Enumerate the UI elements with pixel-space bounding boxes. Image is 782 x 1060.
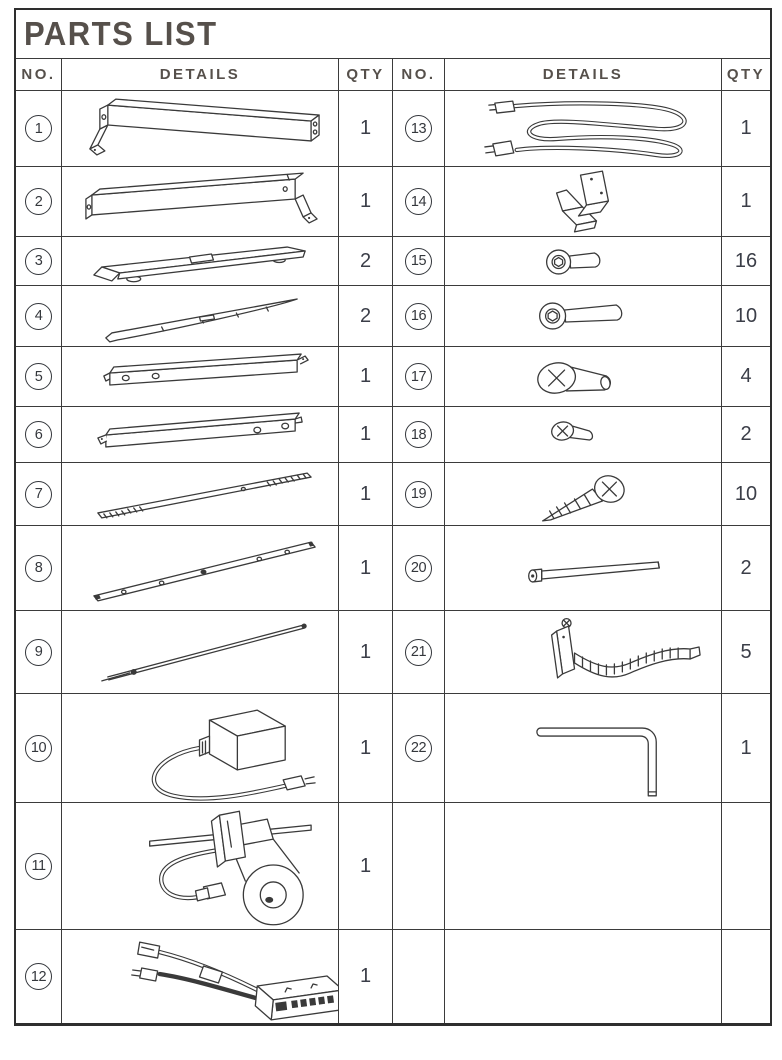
- part-drawing-cell: [445, 347, 722, 406]
- circled-number-3: 3: [25, 248, 52, 275]
- part-number-cell: [16, 611, 62, 693]
- qty-value: 1: [339, 407, 393, 462]
- circled-number-16: 16: [405, 303, 432, 330]
- part-number-cell: [16, 167, 62, 236]
- part-drawing-cell: [62, 526, 339, 610]
- header-no-left: NO.: [16, 59, 62, 90]
- part-number-cell: [393, 167, 445, 236]
- circled-number-19: 19: [405, 481, 432, 508]
- parts-list-page: [14, 8, 772, 1026]
- part-drawing-cell: [445, 463, 722, 525]
- allen-key-drawing: [445, 694, 721, 802]
- part-number-cell: [16, 526, 62, 610]
- qty-value: 1: [339, 803, 393, 929]
- part-number-cell: [393, 347, 445, 406]
- empty-part-number-cell: [393, 930, 445, 1023]
- part-drawing-cell: [445, 407, 722, 462]
- part-number-cell: [16, 930, 62, 1023]
- side-mounting-rail-holes-left-drawing: [62, 347, 338, 406]
- qty-value: 16: [734, 249, 758, 272]
- qty-value: 1: [740, 736, 752, 759]
- z-mounting-bracket-drawing: [445, 167, 721, 236]
- foot-base-bar-drawing: [62, 237, 338, 285]
- empty-part-drawing-cell: [445, 930, 722, 1023]
- title-row: [16, 10, 770, 58]
- empty-part-number-cell: [393, 803, 445, 929]
- part-drawing-cell: [62, 91, 339, 166]
- qty-value: 1: [339, 526, 393, 610]
- part-number-cell: [16, 237, 62, 285]
- circled-number-11: 11: [25, 853, 52, 880]
- long-telescopic-rail-drawing: [62, 463, 338, 525]
- qty-value: 1: [339, 347, 393, 406]
- circled-number-10: 10: [25, 735, 52, 762]
- part-drawing-cell: [445, 526, 722, 610]
- part-number-cell: [393, 237, 445, 285]
- table-row-5: [16, 346, 770, 406]
- qty-value: 1: [339, 91, 393, 166]
- part-number-cell: [393, 407, 445, 462]
- qty-value: 1: [740, 190, 752, 212]
- connecting-rod-drawing: [62, 611, 338, 693]
- countersunk-bolt-drawing: [445, 347, 721, 406]
- circled-number-6: 6: [25, 421, 52, 448]
- circled-number-7: 7: [25, 481, 52, 508]
- tapered-support-bar-drawing: [62, 286, 338, 346]
- part-number-cell: [393, 694, 445, 802]
- qty-value: 1: [740, 117, 752, 139]
- part-drawing-cell: [62, 463, 339, 525]
- header-row: [16, 58, 770, 90]
- circled-number-21: 21: [405, 639, 432, 666]
- table-row-7: [16, 462, 770, 525]
- empty-qty-cell: [722, 930, 770, 1023]
- qty-value: 1: [339, 611, 393, 693]
- part-drawing-cell: [62, 930, 339, 1023]
- part-drawing-cell: [62, 347, 339, 406]
- qty-value: 10: [734, 304, 758, 327]
- lifting-motor-drawing: [62, 803, 338, 929]
- part-drawing-cell: [445, 237, 722, 285]
- part-number-cell: [16, 347, 62, 406]
- long-pin-bolt-drawing: [445, 526, 721, 610]
- part-drawing-cell: [445, 694, 722, 802]
- table-row-10: [16, 693, 770, 802]
- qty-value: 1: [339, 167, 393, 236]
- table-row-2: [16, 166, 770, 236]
- circled-number-9: 9: [25, 639, 52, 666]
- circled-number-14: 14: [405, 188, 432, 215]
- part-number-cell: [393, 611, 445, 693]
- page-title: PARTS LIST: [24, 14, 218, 53]
- part-number-cell: [393, 286, 445, 346]
- circled-number-18: 18: [405, 421, 432, 448]
- power-cord-drawing: [445, 91, 721, 166]
- qty-value: 1: [339, 694, 393, 802]
- table-row-4: [16, 285, 770, 346]
- circled-number-17: 17: [405, 363, 432, 390]
- empty-part-drawing-cell: [445, 803, 722, 929]
- part-number-cell: [16, 91, 62, 166]
- qty-value: 4: [740, 365, 752, 387]
- part-drawing-cell: [62, 803, 339, 929]
- empty-qty-cell: [722, 803, 770, 929]
- header-no-right: NO.: [393, 59, 445, 90]
- part-drawing-cell: [62, 237, 339, 285]
- table-row-6: [16, 406, 770, 462]
- self-tapping-screw-drawing: [445, 463, 721, 525]
- control-box-with-cables-drawing: [62, 930, 338, 1023]
- qty-value: 2: [339, 286, 393, 346]
- leg-beam-with-left-foot-bracket-drawing: [62, 91, 338, 166]
- table-row-3: [16, 236, 770, 285]
- table-row-1: [16, 90, 770, 166]
- part-number-cell: [16, 407, 62, 462]
- qty-value: 10: [734, 482, 758, 505]
- circled-number-4: 4: [25, 303, 52, 330]
- qty-value: 2: [339, 237, 393, 285]
- header-details-left: DETAILS: [62, 59, 339, 90]
- circled-number-2: 2: [25, 188, 52, 215]
- part-drawing-cell: [62, 694, 339, 802]
- qty-value: 1: [339, 463, 393, 525]
- header-qty-right: QTY: [726, 66, 766, 83]
- countersunk-screw-small-drawing: [445, 407, 721, 462]
- part-number-cell: [16, 694, 62, 802]
- part-drawing-cell: [62, 167, 339, 236]
- circled-number-22: 22: [405, 735, 432, 762]
- qty-value: 5: [740, 640, 752, 663]
- table-row-11: [16, 802, 770, 929]
- part-number-cell: [16, 463, 62, 525]
- long-crossbar-rail-drawing: [62, 526, 338, 610]
- part-number-cell: [393, 91, 445, 166]
- part-drawing-cell: [445, 167, 722, 236]
- part-number-cell: [393, 526, 445, 610]
- power-adapter-drawing: [62, 694, 338, 802]
- part-drawing-cell: [62, 611, 339, 693]
- circled-number-8: 8: [25, 555, 52, 582]
- header-qty-left: QTY: [339, 59, 393, 90]
- table-row-12: [16, 929, 770, 1023]
- parts-list-table: [14, 8, 772, 1026]
- part-drawing-cell: [445, 611, 722, 693]
- part-drawing-cell: [62, 407, 339, 462]
- button-head-bolt-long-drawing: [445, 286, 721, 346]
- flexible-cable-clip-strap-drawing: [445, 611, 721, 693]
- table-row-8: [16, 525, 770, 610]
- part-number-cell: [393, 463, 445, 525]
- part-drawing-cell: [62, 286, 339, 346]
- circled-number-12: 12: [25, 963, 52, 990]
- circled-number-15: 15: [405, 248, 432, 275]
- part-drawing-cell: [445, 286, 722, 346]
- circled-number-1: 1: [25, 115, 52, 142]
- qty-value: 2: [740, 556, 752, 579]
- header-details-right: DETAILS: [445, 59, 722, 90]
- part-number-cell: [16, 286, 62, 346]
- qty-value: 2: [740, 423, 752, 445]
- side-mounting-rail-holes-right-drawing: [62, 407, 338, 462]
- circled-number-20: 20: [405, 555, 432, 582]
- leg-beam-with-right-foot-bracket-drawing: [62, 167, 338, 236]
- part-drawing-cell: [445, 91, 722, 166]
- button-head-bolt-short-drawing: [445, 237, 721, 285]
- qty-value: 1: [339, 930, 393, 1023]
- part-number-cell: [16, 803, 62, 929]
- circled-number-13: 13: [405, 115, 432, 142]
- circled-number-5: 5: [25, 363, 52, 390]
- table-row-9: [16, 610, 770, 693]
